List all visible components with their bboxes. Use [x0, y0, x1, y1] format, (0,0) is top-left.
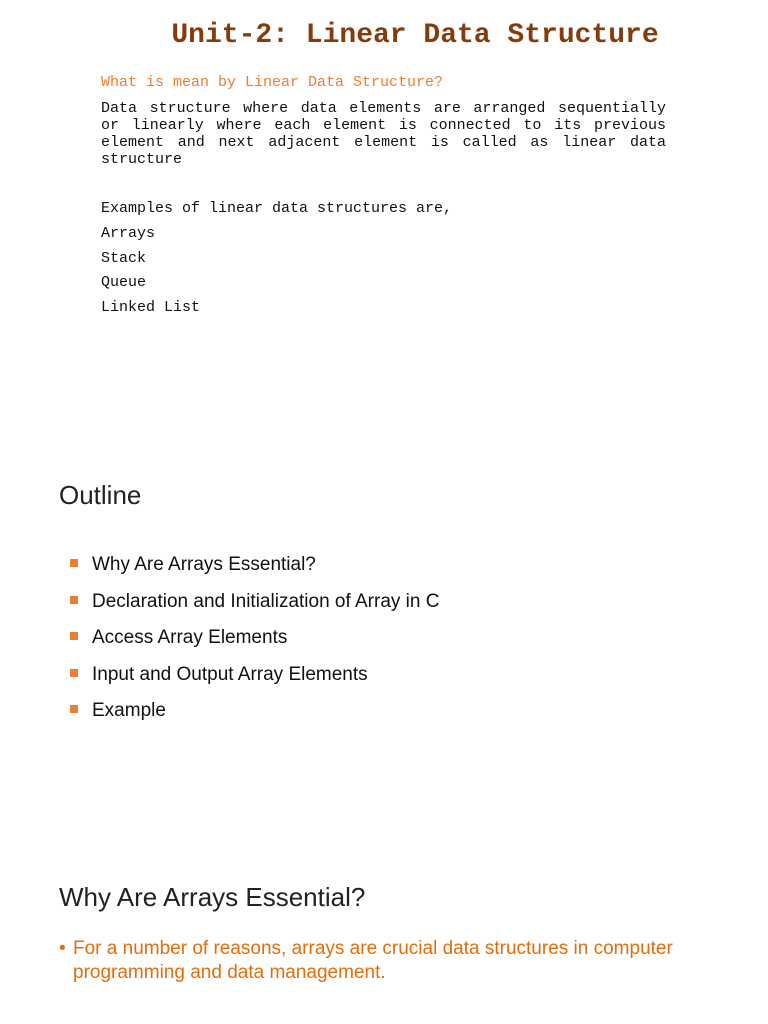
examples-list — [101, 199, 452, 323]
essential-title: Why Are Arrays Essential? — [59, 882, 366, 912]
outline-item-label: Declaration and Initialization of Array in C — [92, 590, 440, 612]
definition-paragraph: Data structure where data elements are arranged sequentially or linearly where each element is connected to its previous element and next adjacent element is called as linear data structure — [101, 100, 666, 168]
dot-bullet-icon: • — [59, 938, 66, 959]
outline-item — [70, 625, 439, 662]
square-bullet-icon — [70, 559, 78, 567]
essential-bullet-text: For a number of reasons, arrays are crucial data structures in computer programming and data management. — [73, 938, 673, 983]
question-heading: What is mean by Linear Data Structure? — [101, 74, 444, 91]
square-bullet-icon — [70, 705, 78, 713]
outline-item — [70, 662, 439, 699]
examples-intro: Examples of linear data structures are, — [101, 200, 453, 217]
outline-item-label: Access Array Elements — [92, 627, 288, 648]
square-bullet-icon — [70, 632, 78, 640]
outline-item — [70, 552, 439, 589]
outline-title: Outline — [59, 480, 142, 510]
outline-item — [70, 589, 439, 626]
outline-list — [70, 552, 439, 735]
example-item: Queue — [101, 274, 147, 292]
outline-item-label: Why Are Arrays Essential? — [92, 554, 316, 575]
outline-item-label: Input and Output Array Elements — [92, 663, 368, 685]
example-item: Stack — [101, 249, 147, 267]
slide-title: Unit-2: Linear Data Structure — [171, 20, 659, 51]
square-bullet-icon — [70, 669, 78, 677]
essential-bullet — [59, 937, 693, 985]
outline-item — [70, 698, 439, 735]
outline-item-label: Example — [92, 700, 166, 721]
example-item: Linked List — [101, 299, 201, 317]
example-item: Arrays — [101, 224, 156, 242]
square-bullet-icon — [70, 596, 78, 604]
